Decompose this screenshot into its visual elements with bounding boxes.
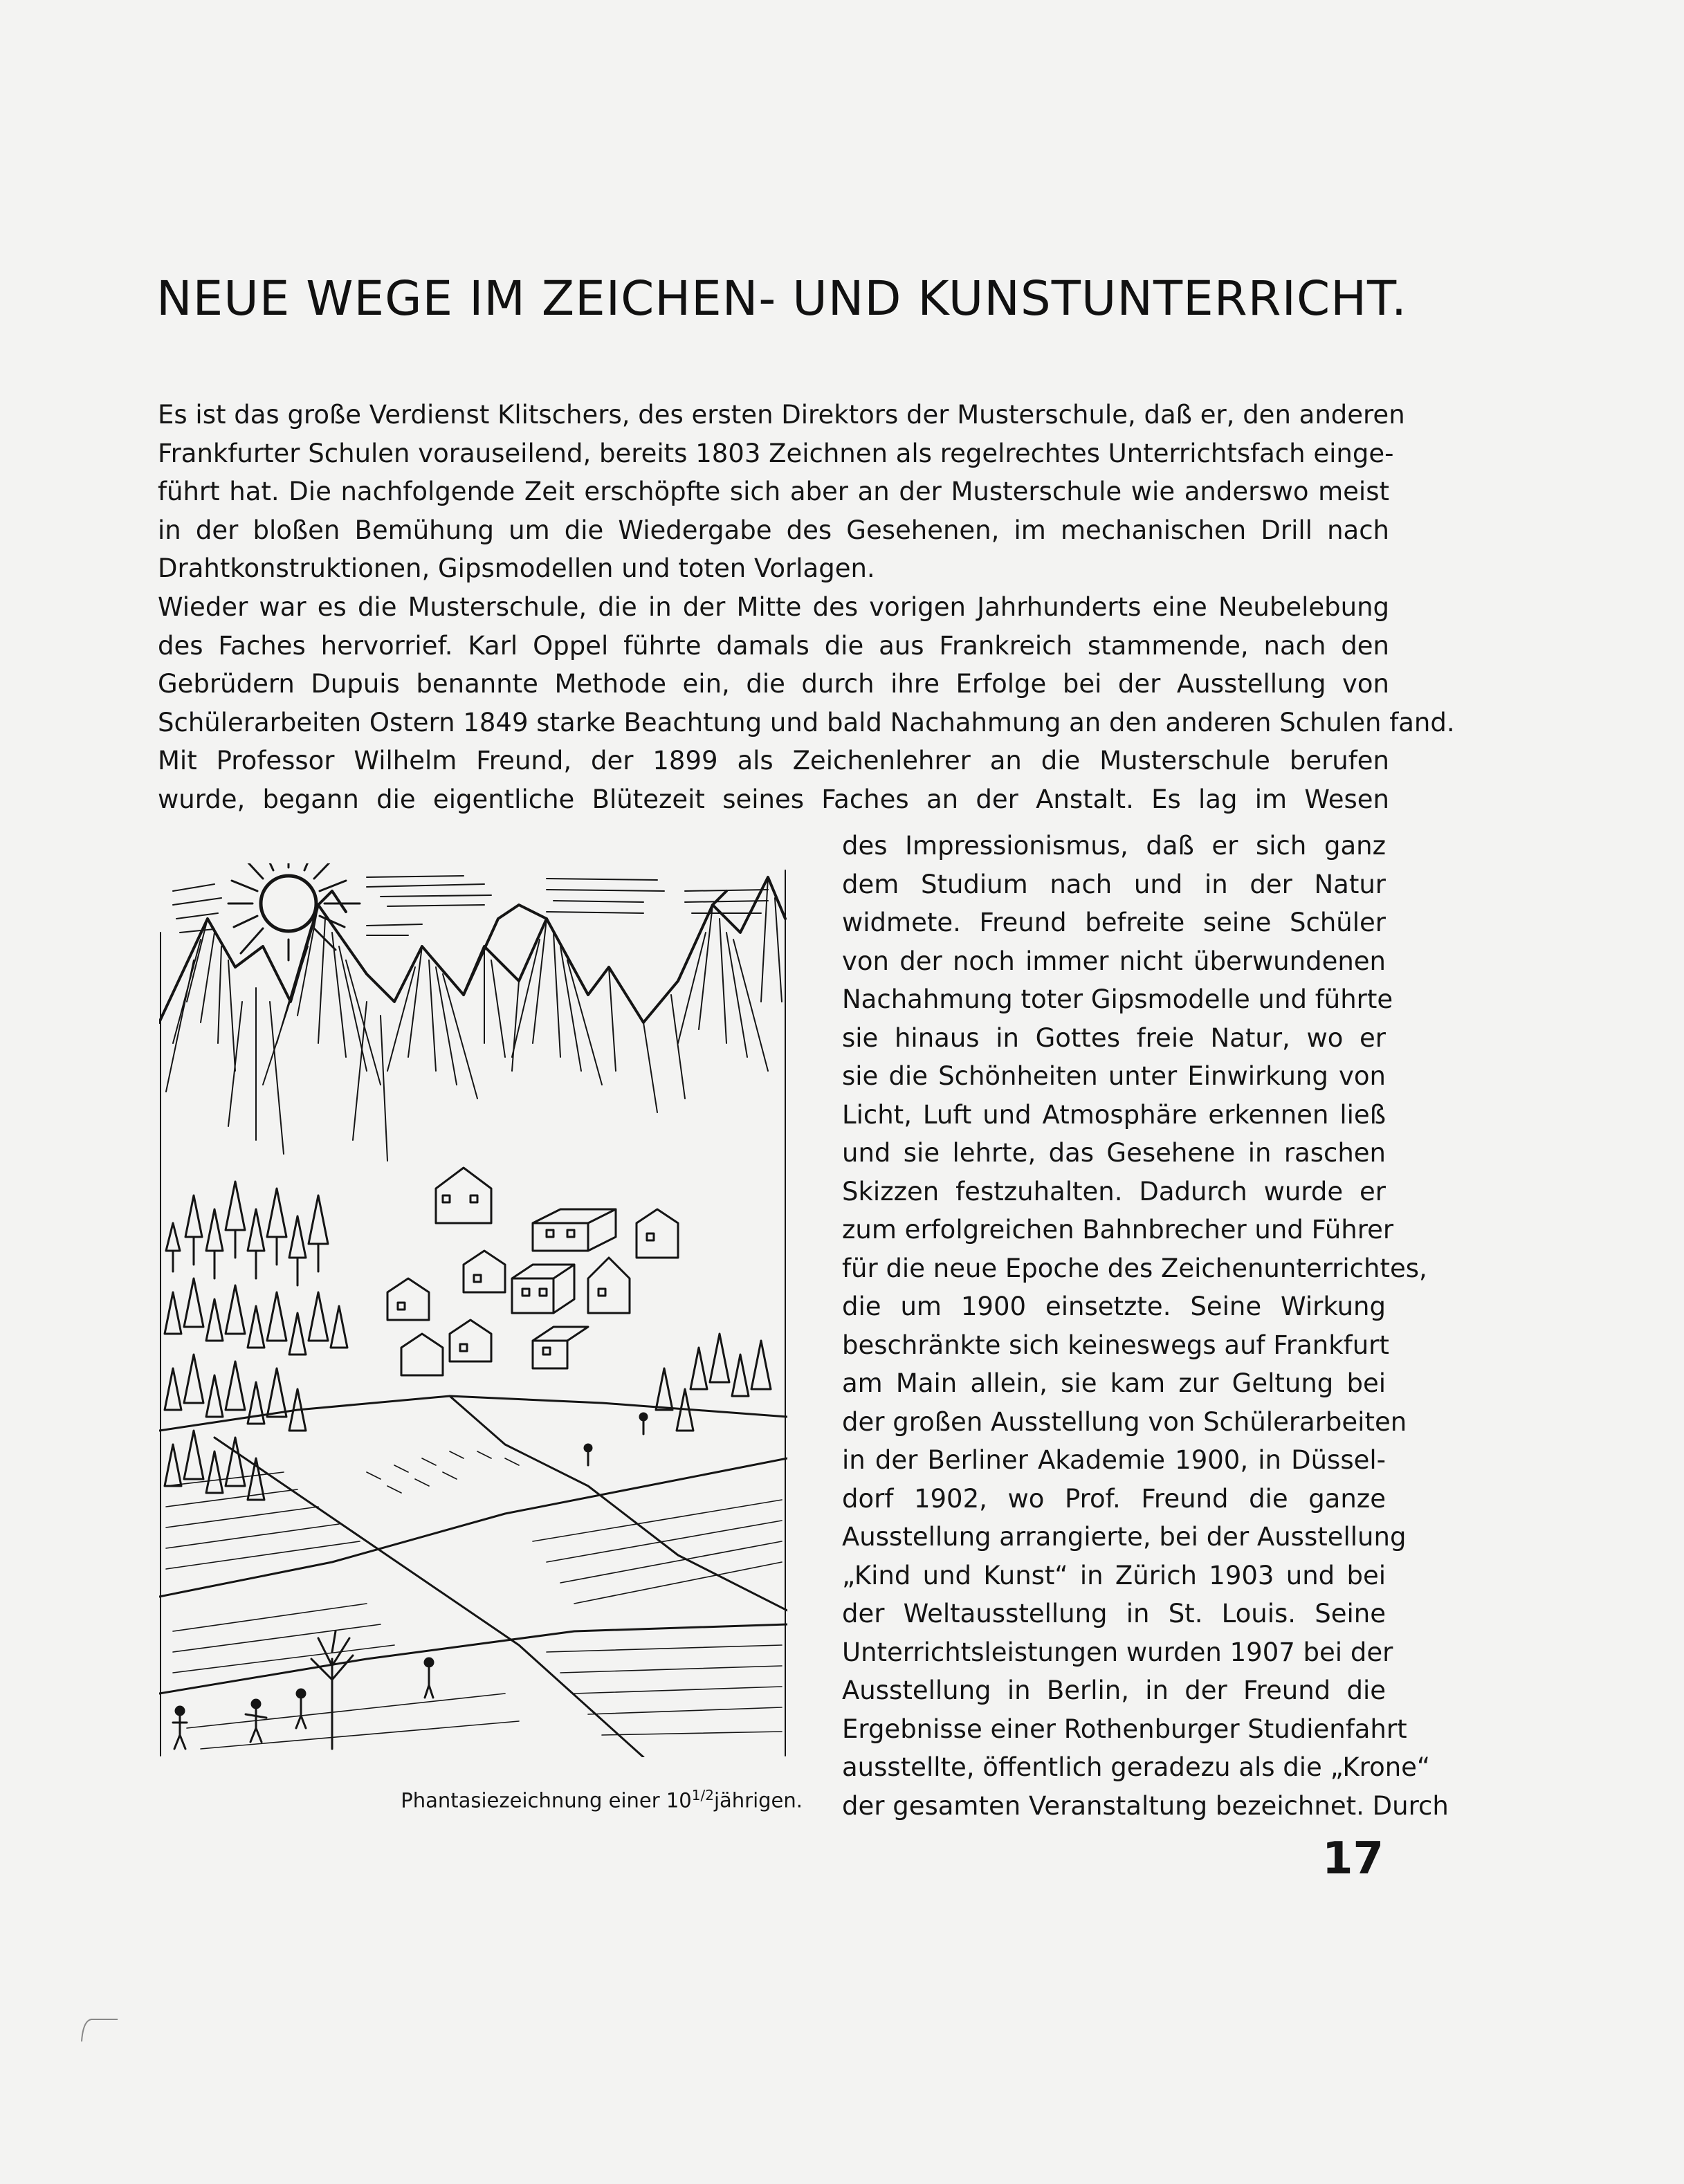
text-line: der großen Ausstellung von Schülerarbeiten bbox=[842, 1406, 1407, 1437]
text-line: und sie lehrte, das Gesehene in raschen bbox=[842, 1138, 1386, 1168]
right-column-text bbox=[842, 827, 1449, 1825]
text-line: der Weltausstellung in St. Louis. Seine bbox=[842, 1599, 1386, 1628]
page-title: NEUE WEGE IM ZEICHEN- UND KUNSTUNTERRICHT. bbox=[156, 271, 1407, 327]
text-line: die um 1900 einsetzte. Seine Wirkung bbox=[842, 1292, 1386, 1321]
text-line: Frankfurter Schulen vorauseilend, bereits 1803 Zeichnen als regelrechtes Unterrichtsfach einge- bbox=[158, 438, 1394, 468]
text-line: in der Berliner Akademie 1900, in Düssel- bbox=[842, 1445, 1386, 1475]
text-line: führt hat. Die nachfolgende Zeit erschöpfte sich aber an der Musterschule wie anderswo meist bbox=[158, 477, 1389, 506]
text-line: Ausstellung arrangierte, bei der Ausstellung bbox=[842, 1522, 1407, 1552]
caption-fraction: 1/2 bbox=[691, 1787, 714, 1804]
sun-illustration bbox=[228, 863, 360, 960]
paragraph-2 bbox=[158, 588, 1455, 818]
text-line: Mit Professor Wilhelm Freund, der 1899 als Zeichenlehrer an die Musterschule berufen bbox=[158, 746, 1389, 776]
text-line: Es ist das große Verdienst Klitschers, des ersten Direktors der Musterschule, daß er, den anderen bbox=[158, 400, 1405, 430]
text-line: Ergebnisse einer Rothenburger Studienfahrt bbox=[842, 1714, 1407, 1744]
text-line: am Main allein, sie kam zur Geltung bei bbox=[842, 1368, 1386, 1398]
text-line: Unterrichtsleistungen wurden 1907 bei der bbox=[842, 1637, 1393, 1667]
text-line: des Faches hervorrief. Karl Oppel führte damals die aus Frankreich stammende, nach den bbox=[158, 630, 1389, 661]
text-line: von der noch immer nicht überwundenen bbox=[842, 946, 1386, 976]
text-line: Schülerarbeiten Ostern 1849 starke Beachtung und bald Nachahmung an den anderen Schulen fand. bbox=[158, 707, 1455, 737]
text-line: Gebrüdern Dupuis benannte Methode ein, die durch ihre Erfolge bei der Ausstellung von bbox=[158, 669, 1389, 699]
text-line: ausstellte, öffentlich geradezu als die „Krone“ bbox=[842, 1752, 1431, 1782]
text-line: sie die Schönheiten unter Einwirkung von bbox=[842, 1061, 1386, 1091]
text-line: widmete. Freund befreite seine Schüler bbox=[842, 908, 1386, 937]
text-line: sie hinaus in Gottes freie Natur, wo er bbox=[842, 1022, 1386, 1053]
mountain-hatching bbox=[166, 877, 782, 1161]
forest-trees bbox=[165, 1182, 771, 1500]
text-line: Skizzen festzuhalten. Dadurch wurde er bbox=[842, 1176, 1386, 1206]
text-line: beschränkte sich keineswegs auf Frankfurt bbox=[842, 1330, 1389, 1360]
paragraph-1 bbox=[158, 396, 1405, 588]
text-line: „Kind und Kunst“ in Zürich 1903 und bei bbox=[842, 1560, 1386, 1590]
text-line: zum erfolgreichen Bahnbrecher und Führer bbox=[842, 1215, 1394, 1245]
caption-text: Phantasiezeichnung einer 10 bbox=[401, 1788, 692, 1813]
text-line: in der bloßen Bemühung um die Wiedergabe des Gesehenen, im mechanischen Drill nach bbox=[158, 515, 1389, 545]
text-line: Drahtkonstruktionen, Gipsmodellen und toten Vorlagen. bbox=[158, 553, 875, 583]
text-line: der gesamten Veranstaltung bezeichnet. Durch bbox=[842, 1790, 1449, 1821]
figures bbox=[173, 1413, 647, 1749]
text-line: wurde, begann die eigentliche Blütezeit seines Faches an der Anstalt. Es lag im Wesen bbox=[158, 784, 1389, 814]
text-line: Nachahmung toter Gipsmodelle und führte bbox=[842, 984, 1393, 1014]
caption-text-end: jährigen. bbox=[713, 1788, 803, 1813]
mountain-range bbox=[159, 877, 785, 1022]
text-line: dem Studium nach und in der Natur bbox=[842, 869, 1386, 899]
text-line: für die neue Epoche des Zeichenunterrichtes, bbox=[842, 1253, 1427, 1283]
text-line: Licht, Luft und Atmosphäre erkennen ließ bbox=[842, 1099, 1386, 1130]
figure-caption bbox=[159, 1787, 803, 1813]
text-line: Wieder war es die Musterschule, die in der Mitte des vorigen Jahrhunderts eine Neubelebung bbox=[158, 592, 1389, 622]
text-line: des Impressionismus, daß er sich ganz bbox=[842, 831, 1386, 861]
page-number: 17 bbox=[1321, 1833, 1384, 1884]
text-line: Ausstellung in Berlin, in der Freund die bbox=[842, 1676, 1386, 1705]
village-houses bbox=[387, 1168, 678, 1375]
landscape-drawing bbox=[159, 863, 787, 1757]
text-line: dorf 1902, wo Prof. Freund die ganze bbox=[842, 1483, 1386, 1514]
scan-mark bbox=[77, 2017, 119, 2044]
